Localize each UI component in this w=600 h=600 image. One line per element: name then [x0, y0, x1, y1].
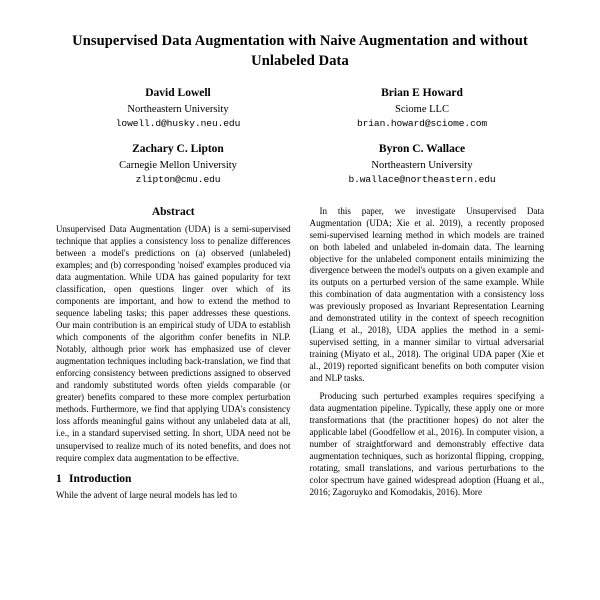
right-column-paragraph: In this paper, we investigate Unsupervised Data Augmentation (UDA; Xie et al. 2019), a recently proposed semi-supervised learning method in which models are trained on both labeled and unlabeled in-domain data. The learning objective for the unlabeled component entails minimizing the divergence between the model's outputs on a given example and its outputs on a perturbed version of the same example. While this combination of data augmentation with a consistency loss was previously proposed as Invariant Representation Learning and demonstrated utility in the context of speech recognition (Liang et al., 2018), UDA applies the method in a semi-supervised setting, in a manner similar to virtual adversarial training (Miyato et al., 2018). The original UDA paper (Xie et al., 2019) reported significant benefits on both computer vision and NLP tasks. [309, 205, 544, 384]
author-name: Byron C. Wallace [378, 143, 466, 156]
author-affiliation: Sciome LLC [395, 103, 449, 115]
author-email[interactable]: brian.howard@sciome.com [356, 118, 488, 130]
section-title: Introduction [69, 472, 132, 485]
author-row [56, 85, 544, 141]
author-affiliation: Carnegie Mellon University [119, 160, 237, 172]
author-block [56, 141, 300, 187]
author-name: David Lowell [145, 87, 211, 100]
right-column-paragraph: Producing such perturbed examples requires specifying a data augmentation pipeline. Typically, these apply one or more transformations that (the practitioner hopes) do not alter the applicable label (Goodfellow et al., 2016). In computer vision, a number of straightforward and demonstrably effective data augmentation techniques, such as horizontal flipping, cropping, rotating, small translations, and various perturbations to the color spectrum have gained widespread adoption (Huang et al., 2016; Zagoruyko and Komodakis, 2016). More [309, 390, 544, 497]
section-heading-introduction [56, 473, 291, 485]
author-block [300, 141, 544, 187]
left-column [56, 206, 291, 507]
two-column-body [56, 206, 544, 507]
section-number: 1 [56, 472, 62, 485]
author-name: Zachary C. Lipton [132, 143, 224, 156]
author-email[interactable]: zlipton@cmu.edu [135, 174, 221, 186]
author-name: Brian E Howard [381, 87, 463, 100]
abstract-heading: Abstract [151, 205, 195, 218]
author-email[interactable]: b.wallace@northeastern.edu [348, 174, 496, 186]
right-column [310, 206, 545, 507]
author-affiliation: Northeastern University [371, 160, 473, 172]
author-email[interactable]: lowell.d@husky.neu.edu [115, 118, 241, 130]
author-list [56, 85, 544, 198]
abstract-paragraph: Unsupervised Data Augmentation (UDA) is a semi-supervised technique that applies a consistency loss to penalize differences between a model's predictions on (a) observed (unlabeled) examples; and (b) corresponding 'noised' examples produced via data augmentation. While UDA has gained popularity for text classification, open questions linger over which of its components are important, and how to extend the method to sequence labeling tasks; this paper addresses these questions. Our main contribution is an empirical study of UDA to establish which components of the algorithm confer benefits in NLP. Notably, although prior work has emphasized use of clever augmentation techniques including back-translation, we find that enforcing consistency between predictions assigned to observed and randomly substituted words often yields comparable (or greater) benefits compared to these more complex perturbation methods. Furthermore, we find that applying UDA's consistency loss affords meaningful gains without any unlabeled data at all, i.e., in a standard supervised setting. In short, UDA need not be unsupervised to realize much of its noted benefits, and does not require complex data augmentation to be effective. [56, 223, 291, 463]
author-affiliation: Northeastern University [127, 103, 229, 115]
author-block [56, 85, 300, 131]
author-block [300, 85, 544, 131]
page-title: Unsupervised Data Augmentation with Naive Augmentation and without Unlabeled Data [72, 33, 528, 69]
author-row [56, 141, 544, 197]
introduction-paragraph: While the advent of large neural models has led to [56, 489, 238, 500]
